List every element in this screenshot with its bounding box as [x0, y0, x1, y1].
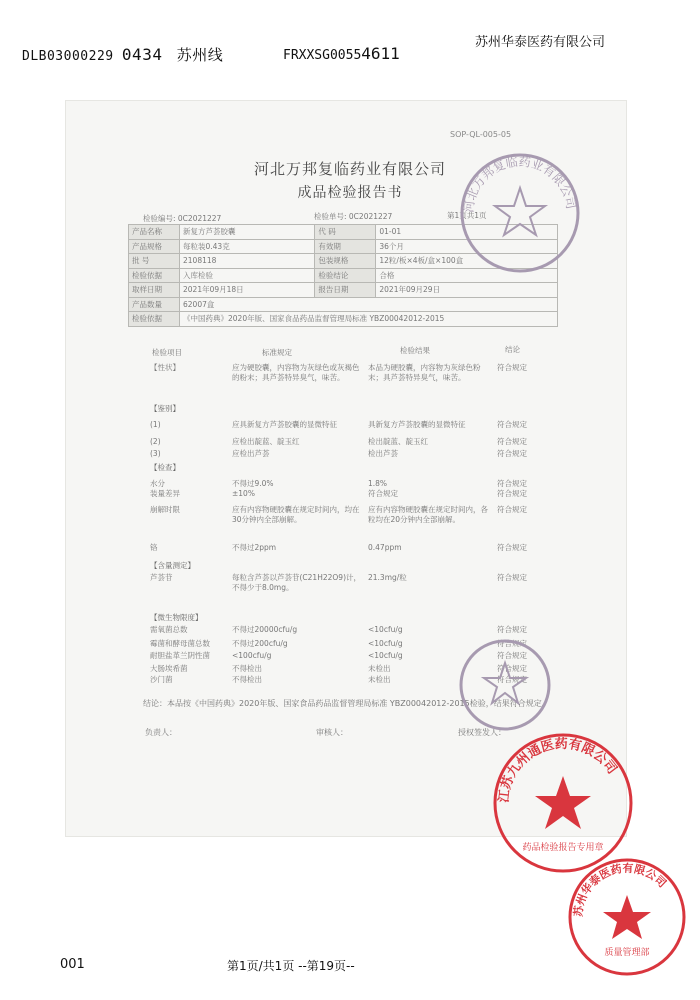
info-row — [129, 283, 558, 298]
result-conclusion: 符合规定 — [497, 489, 527, 498]
result-standard: 不得检出 — [232, 664, 262, 673]
sign-responsible: 负责人： — [145, 728, 177, 737]
seal-manufacturer-stamp — [455, 148, 585, 278]
info-value: 2108118 — [180, 254, 315, 269]
result-item: 【检查】 — [150, 463, 180, 472]
conclusion-text: 结论：本品按《中国药典》2020年版、国家食品药品监督管理局标准 YBZ00042012-2015检验，结果符合规定。 — [143, 699, 550, 708]
info-value: 01-01 — [376, 225, 558, 240]
frx-code — [283, 44, 400, 63]
result-standard: 不得过20000cfu/g — [232, 625, 298, 634]
result-standard: 不得检出 — [232, 675, 262, 684]
result-standard: ±10% — [232, 489, 255, 498]
result-conclusion: 符合规定 — [497, 664, 527, 673]
ref-order-number: 检验单号: 0C2021227 — [314, 212, 393, 221]
info-value: 《中国药典》2020年版、国家食品药品监督管理局标准 YBZ00042012-2015 — [180, 312, 558, 327]
result-value: 1.8% — [368, 479, 388, 488]
result-item: 崩解时限 — [150, 505, 180, 514]
code-prefix: DLB03000229 — [22, 49, 114, 64]
result-item: (2) — [150, 437, 161, 446]
seal-distributor-text: 江苏九州通医药有限公司 — [496, 736, 620, 804]
result-value: 检出靛蓝、靛玉红 — [368, 437, 428, 446]
result-value: 检出芦荟 — [368, 449, 398, 458]
info-label: 代 码 — [315, 225, 376, 240]
result-value: <10cfu/g — [368, 625, 403, 634]
info-label: 取样日期 — [129, 283, 180, 298]
result-standard: 不得过200cfu/g — [232, 639, 288, 648]
result-item: 沙门菌 — [150, 675, 173, 684]
result-item: 大肠埃希菌 — [150, 664, 188, 673]
info-label: 产品名称 — [129, 225, 180, 240]
report-title: 成品检验报告书 — [297, 185, 403, 201]
result-standard: 不得过9.0% — [232, 479, 274, 488]
footer-doc-number: 001 — [60, 957, 85, 972]
result-standard: 应有内容物硬胶囊在规定时间内，均在30分钟内全部崩解。 — [232, 505, 360, 524]
seal-distributor-label: 药品检验报告专用章 — [522, 843, 604, 853]
result-standard: 不得过2ppm — [232, 543, 277, 552]
info-label: 产品规格 — [129, 239, 180, 254]
result-item: (3) — [150, 449, 161, 458]
sop-code: SOP-QL-005-05 — [450, 130, 512, 139]
result-conclusion: 符合规定 — [497, 449, 527, 458]
result-item: 耐胆盐革兰阴性菌 — [150, 651, 210, 660]
result-conclusion: 符合规定 — [497, 625, 527, 634]
result-value: 本品为硬胶囊，内容物为灰绿色粉末；具芦荟特异臭气，味苦。 — [368, 363, 481, 382]
col-header-conclusion: 结论 — [505, 345, 520, 354]
ref-inspection-number: 检验编号: 0C2021227 — [143, 214, 222, 223]
info-value: 2021年09月29日 — [376, 283, 558, 298]
seal-buyer-text: 苏州华泰医药有限公司 — [571, 861, 669, 918]
info-value: 入库检验 — [180, 268, 315, 283]
result-item: 芦荟苷 — [150, 573, 173, 582]
result-item: (1) — [150, 420, 161, 429]
result-value: 21.3mg/粒 — [368, 573, 407, 582]
result-standard: <100cfu/g — [232, 651, 272, 660]
result-item: 【微生物限度】 — [150, 613, 203, 622]
result-value: 符合规定 — [368, 489, 398, 498]
col-header-standard: 标准规定 — [262, 348, 292, 357]
result-conclusion: 符合规定 — [497, 479, 527, 488]
result-conclusion: 符合规定 — [497, 573, 527, 582]
info-value: 2021年09月18日 — [180, 283, 315, 298]
result-standard: 应检出靛蓝、靛玉红 — [232, 437, 300, 446]
result-value: <10cfu/g — [368, 639, 403, 648]
info-value: 36个月 — [376, 239, 558, 254]
info-row — [129, 312, 558, 327]
info-row — [129, 297, 558, 312]
col-header-item: 检验项目 — [152, 348, 182, 357]
result-value: 具新复方芦荟胶囊的显微特征 — [368, 420, 466, 429]
result-item: 铬 — [150, 543, 158, 552]
result-conclusion: 符合规定 — [497, 651, 527, 660]
svg-text:河北万邦复临药业有限公司 — [462, 154, 578, 214]
result-item: 需氧菌总数 — [150, 625, 188, 634]
report-company-title: 河北万邦复临药业有限公司 — [253, 160, 446, 178]
seal-faded-stamp — [455, 635, 555, 735]
result-value: 未检出 — [368, 664, 391, 673]
result-standard: 应具新复方芦荟胶囊的显微特征 — [232, 420, 337, 429]
result-value: 未检出 — [368, 675, 391, 684]
result-standard: 每粒含芦荟以芦荟苷(C21H22O9)计，不得少于8.0mg。 — [232, 573, 361, 592]
result-item: 装量差异 — [150, 489, 180, 498]
info-label: 检验依据 — [129, 268, 180, 283]
result-conclusion: 符合规定 — [497, 639, 527, 648]
seal-manufacturer-text: 河北万邦复临药业有限公司 — [461, 154, 579, 214]
footer-page-info: 第1页/共1页 --第19页-- — [227, 959, 355, 973]
result-value: 0.47ppm — [368, 543, 402, 552]
result-item: 【鉴别】 — [150, 404, 180, 413]
result-item: 霉菌和酵母菌总数 — [150, 639, 210, 648]
header-company: 苏州华泰医药有限公司 — [474, 35, 605, 50]
document-code — [22, 44, 223, 65]
info-label: 包装规格 — [315, 254, 376, 269]
result-conclusion: 符合规定 — [497, 363, 527, 372]
seal-buyer-label: 质量管理部 — [604, 948, 650, 958]
info-value: 62007盒 — [180, 297, 558, 312]
info-label: 检验依据 — [129, 312, 180, 327]
info-label: 批 号 — [129, 254, 180, 269]
sign-authorized: 授权签发人： — [458, 728, 506, 737]
result-conclusion: 符合规定 — [497, 437, 527, 446]
info-label: 有效期 — [315, 239, 376, 254]
ref-page: 第1页共1页 — [447, 211, 487, 220]
result-conclusion: 符合规定 — [497, 505, 527, 514]
frx-number: 4611 — [361, 44, 400, 63]
result-value: 应有内容物硬胶囊在规定时间内，各粒均在20分钟内全部崩解。 — [368, 505, 488, 524]
result-item: 【性状】 — [150, 363, 180, 372]
info-label: 产品数量 — [129, 297, 180, 312]
sign-reviewer: 审核人： — [316, 728, 348, 737]
result-conclusion: 符合规定 — [497, 675, 527, 684]
seal-buyer-stamp — [565, 855, 690, 980]
info-label: 报告日期 — [315, 283, 376, 298]
svg-text:苏州华泰医药有限公司 — [571, 861, 670, 917]
line-label: 苏州线 — [176, 46, 224, 64]
result-item: 水分 — [150, 479, 165, 488]
info-value: 新复方芦荟胶囊 — [180, 225, 315, 240]
info-value: 合格 — [376, 268, 558, 283]
code-number: 0434 — [121, 45, 163, 64]
result-value: <10cfu/g — [368, 651, 403, 660]
result-item: 【含量测定】 — [150, 561, 195, 570]
result-standard: 应为硬胶囊，内容物为灰绿色或灰褐色的粉末；具芦荟特异臭气，味苦。 — [232, 363, 360, 382]
result-conclusion: 符合规定 — [497, 420, 527, 429]
info-value: 每粒装0.43克 — [180, 239, 315, 254]
info-value: 12粒/板×4板/盒×100盒 — [376, 254, 558, 269]
col-header-result: 检验结果 — [400, 346, 430, 355]
result-conclusion: 符合规定 — [497, 543, 527, 552]
result-standard: 应检出芦荟 — [232, 449, 270, 458]
info-label: 检验结论 — [315, 268, 376, 283]
frx-prefix: FRXXSG0055 — [283, 48, 362, 63]
